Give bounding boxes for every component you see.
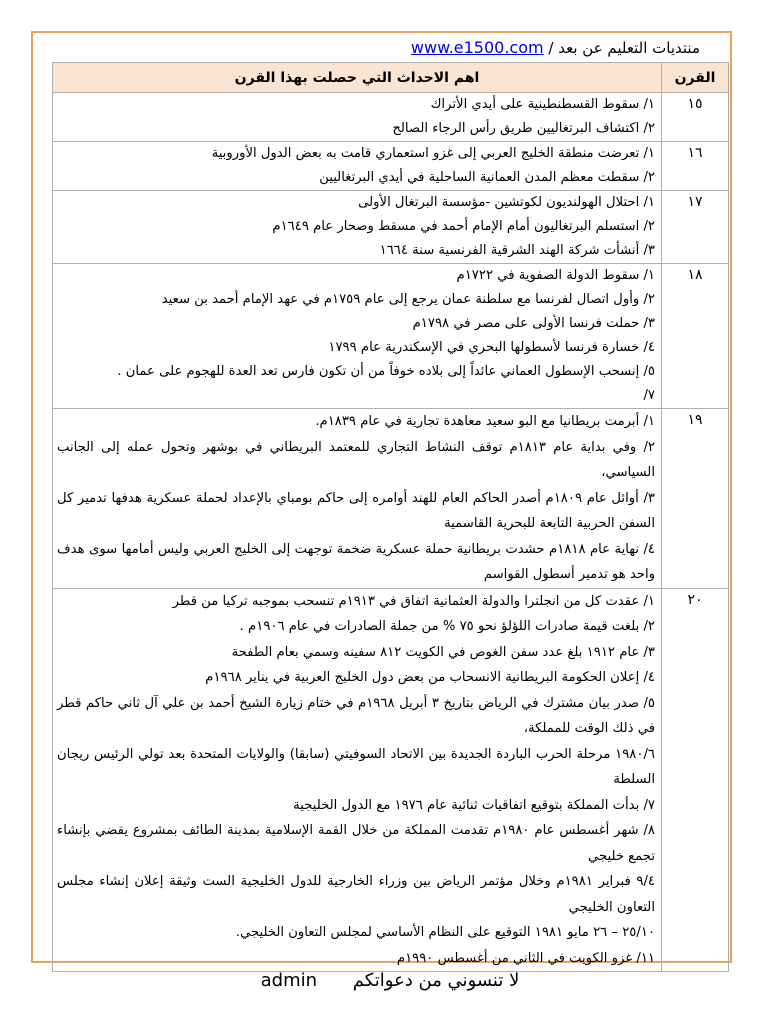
events-cell: [53, 142, 662, 191]
century-cell: ١٦: [662, 142, 729, 191]
event-item: ٢/ اكتشاف البرتغاليين طريق رأس الرجاء الصالح: [392, 121, 655, 136]
page-footer: [240, 970, 540, 991]
event-item: ١/ احتلال الهولنديون لكوتشين -مؤسسة البرتغال الأولى: [358, 195, 655, 210]
events-table: [52, 62, 729, 972]
table-row: [53, 409, 729, 589]
event-item: ٢/ وأول اتصال لفرنسا مع سلطنة عمان يرجع إلى عام ١٧٥٩م في عهد الإمام أحمد بن سعيد: [161, 292, 655, 307]
event-item: ١/ سقوط الدولة الصفوية في ١٧٢٢م: [456, 268, 655, 283]
event-item: ٣/ أنشأت شركة الهند الشرقية الفرنسية سنة ١٦٦٤: [379, 243, 655, 258]
event-item: ٢٥/١٠ – ٢٦ مايو ١٩٨١ التوقيع على النظام الأساسي لمجلس التعاون الخليجي.: [235, 925, 655, 940]
event-item: ٧/: [643, 388, 655, 403]
event-item: ٢/ سقطت معظم المدن العمانية الساحلية في أيدي البرتغاليين: [319, 170, 655, 185]
page-header: [360, 38, 700, 60]
event-item: ٣/ حملت فرنسا الأولى على مصر في ١٧٩٨م: [412, 316, 655, 331]
events-cell: [53, 264, 662, 409]
event-item: ١/ عقدت كل من انجلترا والدولة العثمانية اتفاق في ١٩١٣م تنسحب بموجبه تركيا من قطر: [172, 593, 655, 609]
site-link[interactable]: www.e1500.com: [410, 38, 544, 57]
table-row: [53, 142, 729, 191]
event-item: ١/ أبرمت بريطانيا مع البو سعيد معاهدة تجارية في عام ١٨٣٩م.: [315, 414, 655, 429]
column-header-century: القرن: [662, 63, 729, 93]
event-item: ٤/ نهاية عام ١٨١٨م حشدت بريطانية حملة عسكرية ضخمة توجهت إلى الخليج العربي وليس أمامها سوى هدف واحد هو تدمير أسطول القواسم: [57, 541, 655, 582]
event-item: ٤/ خسارة فرنسا لأسطولها البحري في الإسكندرية عام ١٧٩٩: [328, 340, 655, 355]
century-cell: ٢٠: [662, 588, 729, 972]
event-item: ٥/ إنسحب الإسطول العماني عائداً إلى بلاده خوفاً من أن تكون فارس تعد العدة للهجوم على عمان .: [117, 364, 655, 379]
event-item: ١١/ غزو الكويت في الثاني من أغسطس ١٩٩٠م: [396, 950, 655, 966]
century-cell: ١٥: [662, 93, 729, 142]
event-item: ٧/ بدأت المملكة بتوقيع اتفاقيات ثنائية عام ١٩٧٦ مع الدول الخليجية: [293, 797, 655, 813]
event-item: ٢/ وفي بداية عام ١٨١٣م توقف النشاط التجاري للمعتمد البريطاني في بوشهر وتحول عمله إلى الجانب السياسي،: [57, 439, 655, 480]
event-item: ٢/ استسلم البرتغاليون أمام الإمام أحمد في مسقط وصحار عام ١٦٤٩م: [272, 219, 655, 234]
event-item: ٨/ شهر أغسطس عام ١٩٨٠م تقدمت المملكة من خلال القمة الإسلامية بمدينة الطائف بمشروع يقضي بإنشاء تجمع خليجي: [57, 823, 655, 864]
event-item: ١٩٨٠/٦ مرحلة الحرب الباردة الجديدة بين الاتحاد السوفيتي (سابقا) والولايات المتحدة بعد تولي الرئيس ريجان السلطة: [57, 746, 655, 787]
event-item: ٣/ أوائل عام ١٨٠٩م أصدر الحاكم العام للهند أوامره إلى حاكم بومباي بالإعداد لحملة عسكرية هدفها تدمير كل السفن الحربية التابعة للبحرية القاسمية: [57, 490, 655, 531]
separator: /: [548, 39, 554, 57]
events-cell: [53, 409, 662, 589]
events-cell: [53, 93, 662, 142]
footer-author: admin: [260, 970, 318, 991]
event-item: ٥/ صدر بيان مشترك في الرياض بتاريخ ٣ أبريل ١٩٦٨م في ختام زيارة الشيخ أحمد بن علي آل ثاني حاكم قطر في ذلك الوقت للمملكة،: [57, 695, 655, 736]
event-item: ٢/ بلغت قيمة صادرات اللؤلؤ نحو ٧٥ % من جملة الصادرات في عام ١٩٠٦م .: [239, 619, 655, 634]
column-header-events: اهم الاحداث التي حصلت بهذا القرن: [53, 63, 662, 93]
century-cell: ١٧: [662, 191, 729, 264]
events-cell: [53, 191, 662, 264]
event-item: ٤/ إعلان الحكومة البريطانية الانسحاب من بعض دول الخليج العربية في يناير ١٩٦٨م: [205, 670, 655, 685]
forum-name: منتديات التعليم عن بعد: [558, 39, 700, 57]
event-item: ١/ سقوط القسطنطينية على أيدي الأتراك: [430, 97, 655, 112]
table-row: [53, 191, 729, 264]
century-cell: ١٨: [662, 264, 729, 409]
event-item: ٩/٤ فبراير ١٩٨١م وخلال مؤتمر الرياض بين وزراء الخارجية للدول الخليجية الست وثيقة إعلان إنشاء مجلس التعاون الخليجي: [57, 874, 655, 915]
table-header-row: [53, 63, 729, 93]
events-cell: [53, 588, 662, 972]
table-row: [53, 588, 729, 972]
footer-prayer: لا تنسوني من دعواتكم: [352, 970, 520, 991]
table-row: [53, 264, 729, 409]
table-row: [53, 93, 729, 142]
century-cell: ١٩: [662, 409, 729, 589]
event-item: ٣/ عام ١٩١٢ بلغ عدد سفن الغوص في الكويت ٨١٢ سفينه وسمي بعام الطفحة: [231, 644, 655, 660]
event-item: ١/ تعرضت منطقة الخليج العربي إلى غزو استعماري قامت به بعض الدول الأوروبية: [211, 146, 655, 161]
